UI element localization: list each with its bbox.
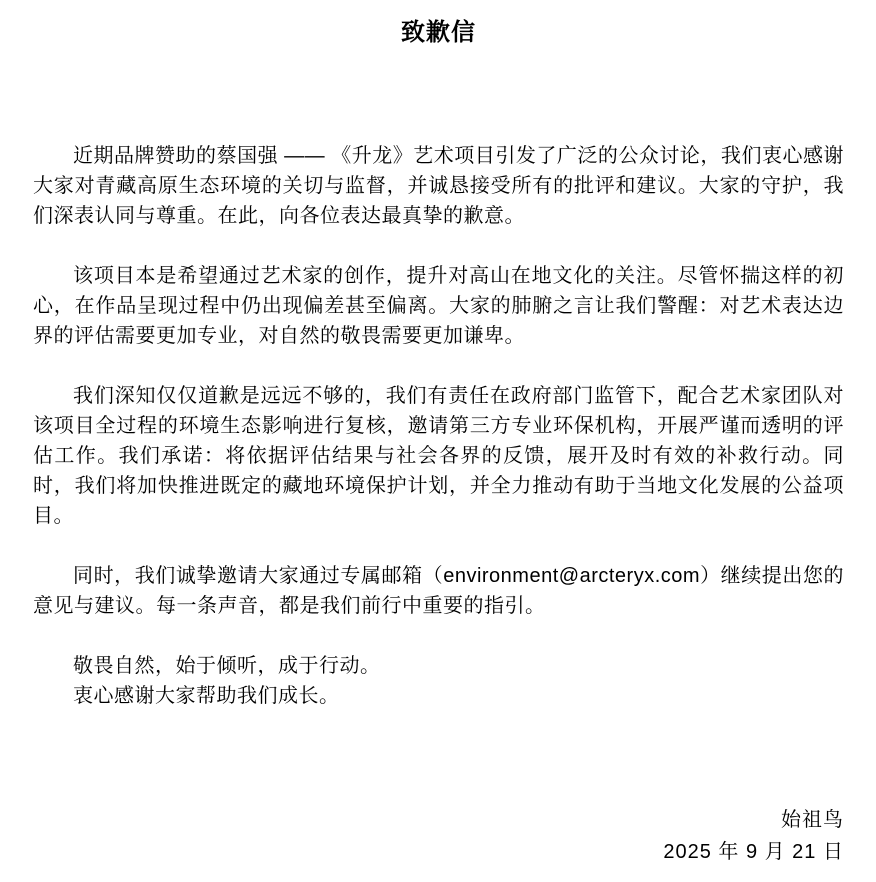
- closing-line-1: 敬畏自然，始于倾听，成于行动。: [73, 655, 381, 677]
- closing-lines: [33, 651, 844, 711]
- closing-line-2: 衷心感谢大家帮助我们成长。: [73, 685, 340, 707]
- paragraph-2: 该项目本是希望通过艺术家的创作，提升对高山在地文化的关注。尽管怀揣这样的初心，在作品呈现过程中仍出现偏差甚至偏离。大家的肺腑之言让我们警醒：对艺术表达边界的评估需要更加专业，对自然的敬畏需要更加谦卑。: [33, 265, 844, 347]
- letter-title: 致歉信: [401, 19, 476, 46]
- signature-date: 2025 年 9 月 21 日: [663, 841, 844, 863]
- paragraph-3: 我们深知仅仅道歉是远远不够的，我们有责任在政府部门监管下，配合艺术家团队对该项目全过程的环境生态影响进行复核，邀请第三方专业环保机构，开展严谨而透明的评估工作。我们承诺：将依据评估结果与社会各界的反馈，展开及时有效的补救行动。同时，我们将加快推进既定的藏地环境保护计划，并全力推动有助于当地文化发展的公益项目。: [33, 385, 844, 527]
- signature-name: 始祖鸟: [781, 809, 844, 831]
- signature-block: [33, 804, 844, 868]
- letter-body: [33, 141, 844, 711]
- paragraph-1: 近期品牌赞助的蔡国强 —— 《升龙》艺术项目引发了广泛的公众讨论，我们衷心感谢大家对青藏高原生态环境的关切与监督，并诚恳接受所有的批评和建议。大家的守护，我们深表认同与尊重。在此，向各位表达最真挚的歉意。: [33, 145, 844, 227]
- paragraph-4: 同时，我们诚挚邀请大家通过专属邮箱（environment@arcteryx.com）继续提出您的意见与建议。每一条声音，都是我们前行中重要的指引。: [33, 565, 844, 617]
